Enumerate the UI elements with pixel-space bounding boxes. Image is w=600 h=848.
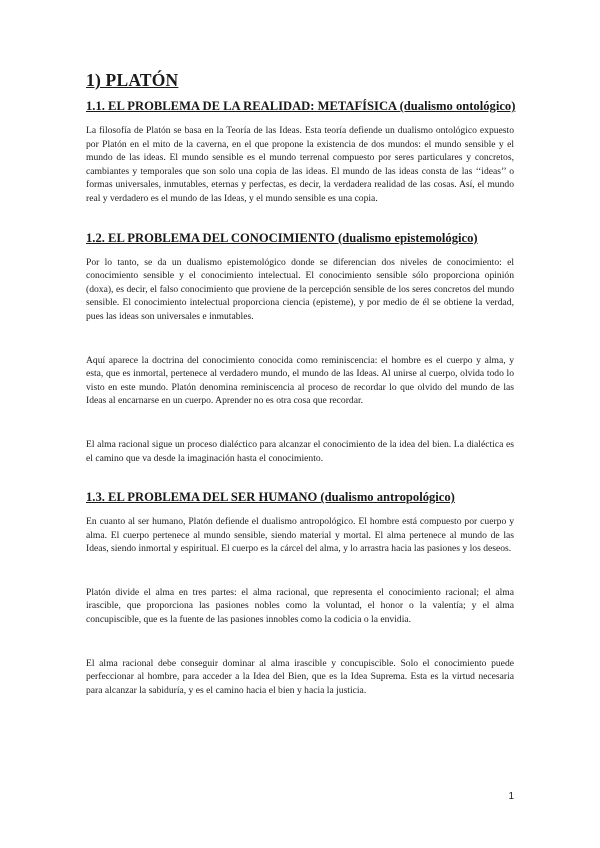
paragraph: En cuanto al ser humano, Platón defiende el dualismo antropológico. El hombre está compuesto por cuerpo y alma. El cuerpo pertenece al mundo sensible, siendo material y mortal. El alma pertenece al mundo de las Ideas, siendo inmortal y espiritual. El cuerpo es la cárcel del alma, y lo arrastra hacia las pasiones y los deseos. [86, 516, 514, 555]
spacer [86, 206, 514, 231]
paragraph: Platón divide el alma en tres partes: el alma racional, que representa el conocimiento racional; el alma irascible, que proporciona las pasiones nobles como la voluntad, el honor o la valentía; y el alma concupiscible, que es la fuente de las pasiones innobles como la codicia o la envidia. [86, 586, 514, 626]
spacer [86, 627, 514, 657]
spacer [86, 465, 514, 490]
document-body [86, 70, 514, 697]
paragraph: La filosofía de Platón se basa en la Teoría de las Ideas. Esta teoría defiende un dualismo ontológico expuesto por Platón en el mito de la caverna, en el que propone la existencia de dos mundos: el mundo sensible y el mundo de las ideas. El mundo sensible es el mundo terrenal compuesto por seres particulares y concretos, cambiantes y temporales que son solo una copia de las ideas. El mundo de las ideas consta de las ‘‘ideas’’ o formas universales, inmutables, eternas y perfectas, es decir, la verdadera realidad de las cosas. Así, el mundo real y verdadero es el mundo de las Ideas, y el mundo sensible es una copia. [86, 125, 514, 204]
spacer [86, 556, 514, 586]
spacer [86, 324, 514, 354]
spacer [86, 408, 514, 438]
section-heading-conocimiento: 1.2. EL PROBLEMA DEL CONOCIMIENTO (dualismo epistemológico) [86, 230, 478, 245]
section-heading-ser-humano: 1.3. EL PROBLEMA DEL SER HUMANO (dualismo antropológico) [86, 490, 455, 505]
paragraph: Aquí aparece la doctrina del conocimiento conocida como reminiscencia: el hombre es el cuerpo y alma, y esta, que es inmortal, pertenece al verdadero mundo, el mundo de las Ideas. Al unirse al cuerpo, olvida todo lo visto en este mundo. Platón denomina reminiscencia al proceso de recordar lo que olvido del mundo de las Ideas al encarnarse en un cuerpo. Aprender no es otra cosa que recordar. [86, 354, 514, 407]
paragraph: El alma racional debe conseguir dominar al alma irascible y concupiscible. Solo el conocimiento puede perfeccionar al hombre, para acceder a la Idea del Bien, que es la Idea Suprema. Esta es la virtud necesaria para alcanzar la sabiduría, y es el camino hacia el bien y hacia la justicia. [86, 657, 514, 696]
document-title: 1) PLATÓN [86, 70, 179, 90]
section-heading-metafisica: 1.1. EL PROBLEMA DE LA REALIDAD: METAFÍSICA (dualismo ontológico) [86, 99, 516, 113]
paragraph: Por lo tanto, se da un dualismo epistemológico donde se diferencian dos niveles de conocimiento: el conocimiento sensible y el conocimiento intelectual. El conocimiento sensible sólo proporciona opinión (doxa), es decir, el falso conocimiento que proviene de la percepción sensible de los seres concretos del mundo sensible. El conocimiento intelectual proporciona ciencia (episteme), y por medio de él se obtiene la verdad, pues las ideas son universales e inmutables. [86, 256, 514, 322]
paragraph: El alma racional sigue un proceso dialéctico para alcanzar el conocimiento de la idea del bien. La dialéctica es el camino que va desde la imaginación hasta el conocimiento. [86, 438, 514, 464]
page-number: 1 [508, 791, 514, 802]
